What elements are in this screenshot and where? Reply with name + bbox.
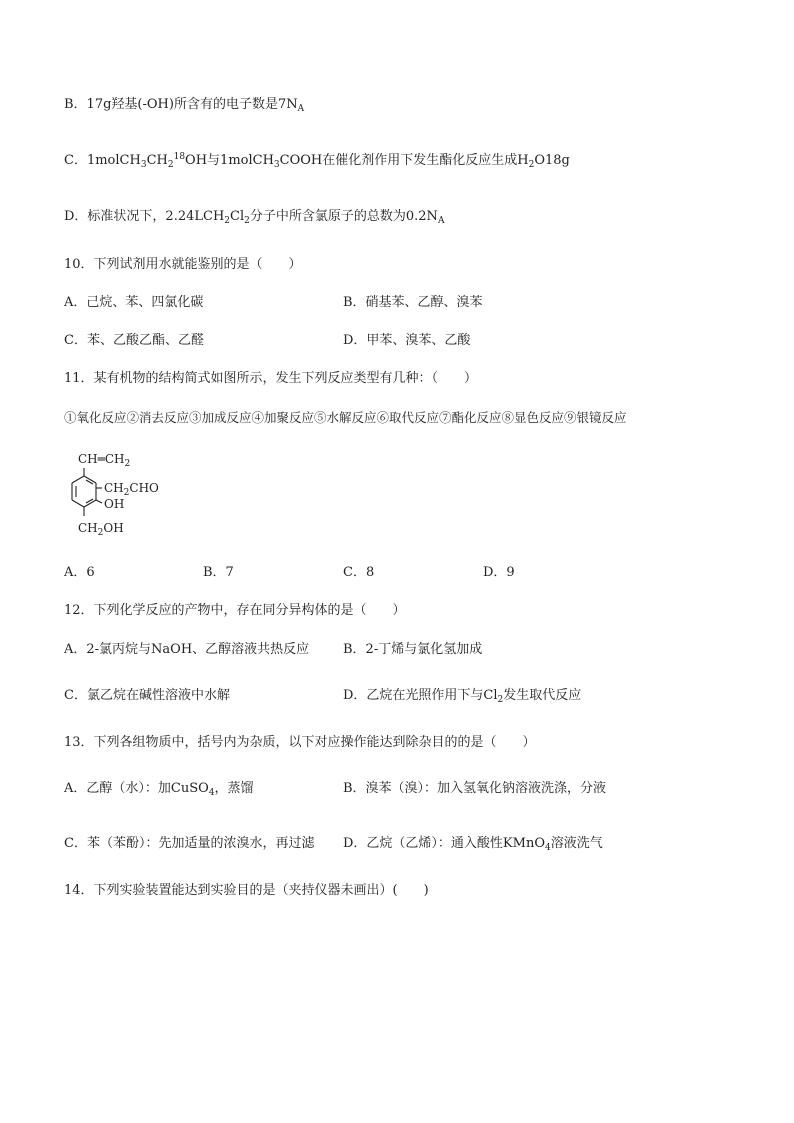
q9-option-d	[64, 208, 444, 226]
q12-option-b: B．2-丁烯与氯化氢加成	[343, 642, 483, 657]
q12-stem: 12．下列化学反应的产物中，存在同分异构体的是（ ）	[64, 603, 406, 618]
q9-option-c-sub-3: 3	[273, 160, 280, 170]
ring-bond-4	[72, 500, 84, 507]
q11-option-c: C．8	[343, 565, 375, 580]
q11-structure-diagram	[68, 448, 188, 548]
q9-option-d-sub-2: 2	[244, 216, 250, 226]
q9-option-c-sub-2: 2	[167, 160, 174, 170]
q13-option-d-text-2: 溶液洗气	[550, 836, 603, 851]
q9-option-c	[64, 152, 570, 170]
q9-option-d-text-2: Cl	[230, 209, 245, 224]
q11-reaction-types: ①氧化反应②消去反应③加成反应④加聚反应⑤水解反应⑥取代反应⑦酯化反应⑧显色反应⑨银镜反应	[64, 410, 627, 425]
structure-right-group-2: OH	[104, 497, 125, 511]
q13-option-b: B．溴苯（溴）：加入氢氧化钠溶液洗涤，分液	[343, 781, 607, 796]
q9-option-b-sub: A	[297, 104, 305, 114]
bond-right-lower	[96, 500, 102, 503]
q12-option-d-text-2: 发生取代反应	[503, 688, 582, 703]
q10-stem: 10．下列试剂用水就能鉴别的是（ ）	[64, 257, 302, 272]
q9-option-c-text-1: C．1molCH	[64, 153, 141, 168]
q9-option-c-sub-1: 3	[140, 160, 147, 170]
q9-option-d-text-1: D．标准状况下，2.24LCH	[64, 209, 225, 224]
q11-stem: 11．某有机物的结构简式如图所示，发生下列反应类型有几种：（ ）	[64, 371, 478, 386]
q10-option-a: A．己烷、苯、四氯化碳	[64, 295, 204, 310]
q12-option-d-text-1: D．乙烷在光照作用下与Cl	[343, 688, 498, 703]
q10-option-d: D．甲苯、溴苯、乙酸	[343, 333, 471, 348]
q13-option-a-sub: 4	[208, 788, 215, 798]
q9-option-c-sub-4: 2	[528, 160, 535, 170]
benzene-ring	[72, 468, 102, 516]
q9-option-c-text-3: OH与1molCH	[185, 153, 274, 168]
structure-right-group-1: $CH_2CHO$	[104, 481, 159, 498]
q13-stem: 13．下列各组物质中，括号内为杂质，以下对应操作能达到除杂目的的是（ ）	[64, 735, 536, 750]
structure-top-group: $CH═CH_2$	[78, 452, 131, 469]
q12-option-d	[343, 687, 581, 705]
q11-option-b: B．7	[203, 565, 234, 580]
q10-option-c: C．苯、乙酸乙酯、乙醛	[64, 333, 204, 348]
q9-option-c-text-2: CH	[146, 153, 168, 168]
q9-option-c-sup: 18	[173, 152, 186, 162]
q10-option-b: B．硝基苯、乙醇、溴苯	[343, 295, 483, 310]
structure-bottom-group: $CH_2OH$	[78, 521, 124, 538]
q9-option-d-text-3: 分子中所含氯原子的总数为0.2N	[249, 209, 438, 224]
q13-option-d-text-1: D．乙烷（乙烯）：通入酸性KMnO	[343, 836, 545, 851]
q12-option-c: C．氯乙烷在碱性溶液中水解	[64, 688, 230, 703]
ring-bond-6	[72, 476, 84, 483]
q9-option-c-text-5: O18g	[534, 153, 570, 168]
q11-option-d: D．9	[483, 565, 515, 580]
q13-option-d	[343, 835, 603, 853]
q9-option-c-text-4: COOH在催化剂作用下发生酯化反应生成H	[279, 153, 529, 168]
q13-option-a-text-2: ，蒸馏	[214, 781, 254, 796]
q13-option-a	[64, 780, 254, 798]
q13-option-d-sub: 4	[544, 843, 551, 853]
q9-option-b	[64, 96, 304, 114]
q13-option-a-text-1: A．乙醇（水）：加CuSO	[64, 781, 209, 796]
q11-option-a: A．6	[64, 565, 95, 580]
q9-option-b-text: B．17g羟基(-OH)所含有的电子数是7N	[64, 97, 298, 112]
q9-option-d-sub-3: A	[437, 216, 445, 226]
q14-stem: 14．下列实验装置能达到实验目的是（夹持仪器未画出）( )	[64, 883, 429, 898]
q12-option-d-sub: 2	[497, 695, 504, 705]
q9-option-d-sub-1: 2	[224, 216, 231, 226]
q13-option-c: C．苯（苯酚）：先加适量的浓溴水，再过滤	[64, 836, 315, 851]
q12-option-a: A．2-氯丙烷与NaOH、乙醇溶液共热反应	[64, 642, 310, 657]
